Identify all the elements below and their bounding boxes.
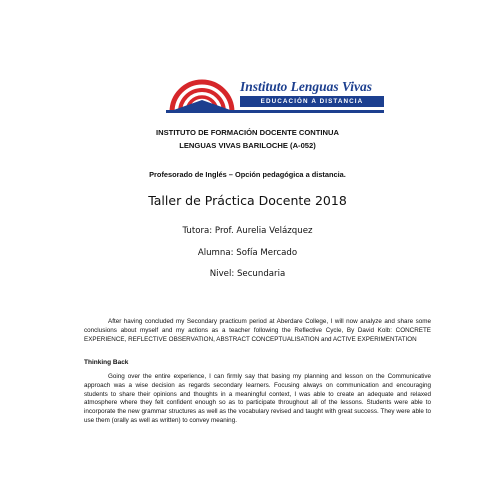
document-title: Taller de Práctica Docente 2018 (148, 193, 347, 208)
section-heading: Thinking Back (84, 359, 129, 366)
institute-line-1: INSTITUTO DE FORMACIÓN DOCENTE CONTINUA (156, 128, 339, 137)
logo-underline (166, 110, 384, 113)
program-line: Profesorado de Inglés – Opción pedagógica a distancia. (149, 170, 346, 179)
institute-line-2: LENGUAS VIVAS BARILOCHE (A-052) (179, 141, 316, 150)
intro-paragraph: After having concluded my Secondary practicum period at Aberdare College, I will now analyze and share some conclusions about myself and my actions as a teacher following the Reflective Cycle, By David Kolb: CONCRETE EXPERIENCE, REFLECTIVE OBSERVATION, ABSTRACT CONCEPTUALISATION and ACTIVE EXPERIMENTATION (84, 318, 431, 343)
logo-name: Instituto Lenguas Vivas (240, 79, 373, 94)
student-line: Alumna: Sofía Mercado (197, 248, 298, 258)
institute-logo (166, 72, 384, 117)
tutor-line: Tutora: Prof. Aurelia Velázquez (182, 226, 313, 236)
section-paragraph: Going over the entire experience, I can firmly say that basing my planning and lesson on the Communicative approach was a wise decision as regards secondary learners. Focusing always on communication and encouraging students to share their opinions and thoughts in a meaningful context, I was able to create an adequate and relaxed atmosphere where they felt confident enough so as to participate throughout all of the lessons. Students were able to incorporate the new grammar structures as well as the vocabulary revised and taught with great success. They were able to use them (orally as well as written) to convey meaning. (84, 373, 431, 424)
logo-tagline: EDUCACIÓN A DISTANCIA (240, 96, 384, 107)
level-line: Nivel: Secundaria (209, 269, 286, 279)
